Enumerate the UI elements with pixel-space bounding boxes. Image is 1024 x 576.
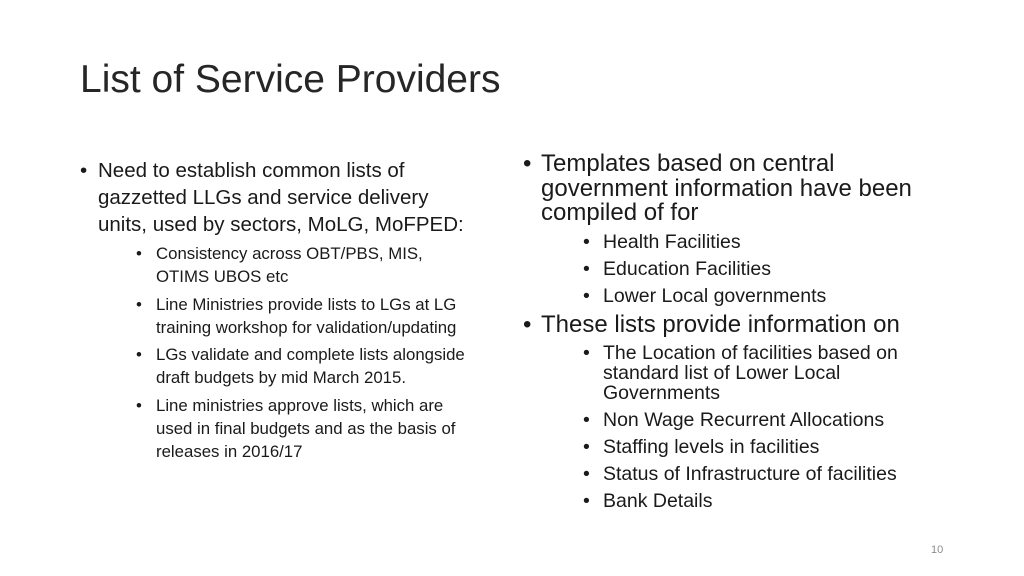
right-main-bullet-templates: [523, 152, 943, 306]
right-sub-list: [583, 232, 943, 306]
right-sub-bullet: • Staffing levels in facilities: [583, 437, 943, 457]
right-sub-bullet: • Status of Infrastructure of facilities: [583, 464, 943, 484]
right-sub-bullet: • Lower Local governments: [583, 286, 943, 306]
left-sub-bullet: • LGs validate and complete lists alongside draft budgets by mid March 2015.: [136, 343, 480, 390]
slide-title: List of Service Providers: [80, 58, 501, 101]
left-sub-bullet: • Line Ministries provide lists to LGs at LG training workshop for validation/updating: [136, 293, 480, 340]
left-main-bullet-text: Need to establish common lists of gazzetted LLGs and service delivery units, used by sectors, MoLG, MoFPED:: [98, 159, 464, 236]
page-number: 10: [931, 544, 944, 556]
left-column: [80, 157, 480, 468]
left-main-bullet: [80, 157, 480, 464]
right-column: [523, 152, 943, 518]
right-sub-bullet: • Education Facilities: [583, 259, 943, 279]
right-sub-bullet: • Non Wage Recurrent Allocations: [583, 410, 943, 430]
right-sub-bullet: • Bank Details: [583, 491, 943, 511]
right-main-bullet-lists: [523, 310, 943, 512]
right-sub-list: [583, 343, 943, 511]
right-sub-bullet: • The Location of facilities based on standard list of Lower Local Governments: [583, 343, 943, 403]
left-sub-bullet: • Consistency across OBT/PBS, MIS, OTIMS UBOS etc: [136, 242, 480, 289]
right-main-bullet-text: Templates based on central government information have been compiled of for: [541, 150, 912, 226]
left-sub-bullet: • Line ministries approve lists, which are used in final budgets and as the basis of releases in 2016/17: [136, 394, 480, 464]
left-sub-list: [136, 242, 480, 464]
right-sub-bullet: • Health Facilities: [583, 232, 943, 252]
right-main-bullet-text: These lists provide information on: [541, 310, 900, 338]
